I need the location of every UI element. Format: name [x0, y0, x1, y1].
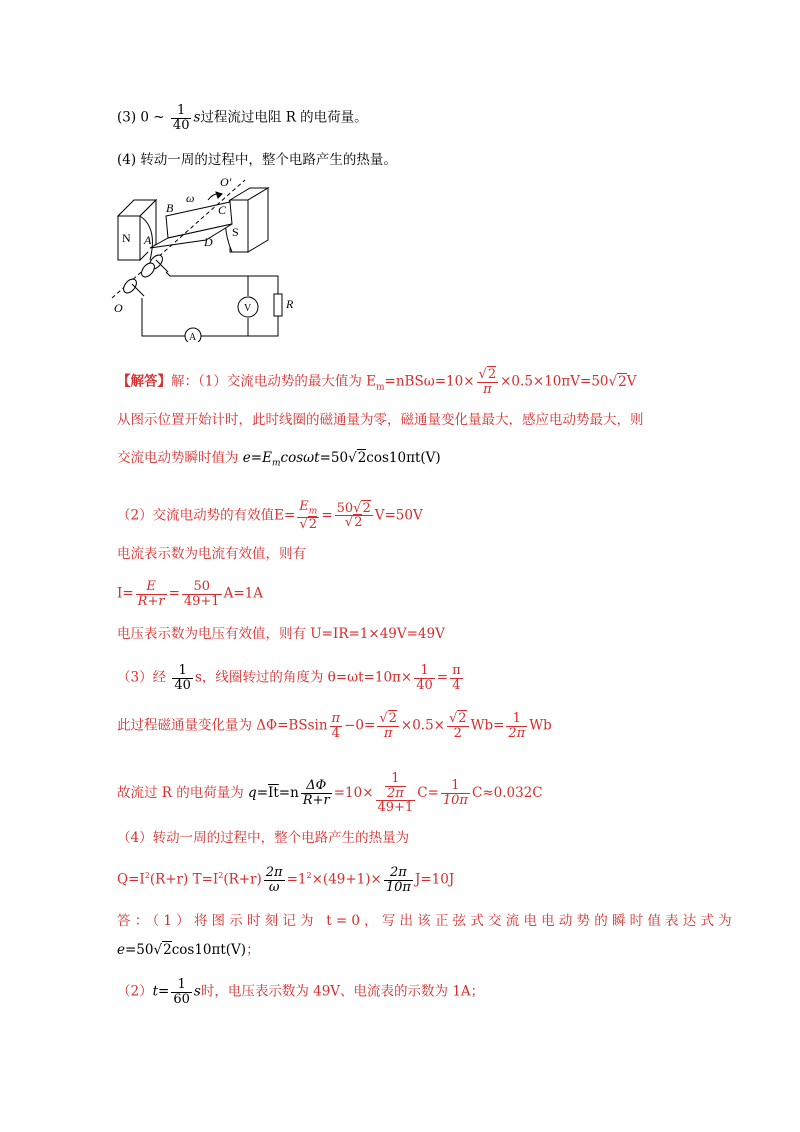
- label-d: D: [204, 235, 213, 249]
- question-3: [117, 104, 368, 132]
- q3-unit: s: [193, 109, 201, 126]
- answer-line-1: 【解答】解：（1）交流电动势的最大值为 $E_m=nBS\omega=10\times$ $\frac{√2}{\pi}$ ×0.5×10πV=50√2V: [117, 367, 637, 397]
- answer-part-4: （4）转动一周的过程中，整个电路产生的热量为: [117, 830, 410, 846]
- answer-part-2-voltage: 电压表示数为电压有效值，则有 U=IR=1×49V=49V: [117, 626, 445, 642]
- label-a: A: [144, 233, 152, 247]
- q3-range: 0 ~: [140, 109, 165, 126]
- label-o-prime: O′: [220, 175, 232, 189]
- label-o: O: [114, 301, 123, 315]
- final-answer-line-2: e=50√2cos10πt(V)；: [117, 942, 260, 958]
- voltmeter-label: V: [244, 303, 252, 314]
- label-n: N: [122, 231, 131, 245]
- answer-part-2: （2）交流电动势的有效值E= $\frac{E_m}{√2}$ = $\frac{50√2}{√2}$ V=50V: [117, 499, 423, 533]
- label-c: C: [218, 203, 227, 217]
- answer-part-3-flux: 此过程磁通量变化量为 ΔΦ=BSsin $\frac{\pi}{4}$ −0= $\frac{√2}{\pi}$ ×0.5× $\frac{√2}{2}$ Wb= $\frac{1}{2\pi}$ Wb: [117, 711, 552, 741]
- answer-part-2-line-2: 电流表示数为电流有效值，则有: [117, 546, 306, 562]
- label-omega: ω: [186, 191, 195, 205]
- q4-number: (4): [117, 152, 137, 168]
- answer-part-3-charge: 故流过 R 的电荷量为 $q=\overline{It}=n$ $\frac{\Delta\Phi}{R+r}$ =10× $\frac{\frac{1}{2\pi}}{49+1}$ C= $\frac{1}{10\pi}$ C≈0.032C: [117, 771, 543, 816]
- generator-diagram: [110, 172, 310, 342]
- answer-part-2-current: I= $\frac{E}{R+r}$ = $\frac{50}{49+1}$ A=1A: [117, 579, 263, 609]
- q4-text: 转动一周的过程中，整个电路产生的热量。: [140, 152, 397, 168]
- ammeter-label: A: [189, 332, 197, 342]
- answer-tag: 【解答】: [117, 373, 171, 390]
- answer-part-4-heat: $Q=I^2(R+r)$ $T=I^2(R+r)$ $\frac{2\pi}{\omega}$ $=1^2\times(49+1)\times$ $\frac{2\pi}{10\pi}$ J=10J: [117, 865, 455, 895]
- label-b: B: [166, 201, 174, 215]
- answer-line-2: 从图示位置开始计时，此时线圈的磁通量为零，磁通量变化量最大，感应电动势最大，则: [117, 412, 644, 428]
- answer-line-3: 交流电动势瞬时值为 $e=E_m\cos\omega t=50√2\cos 10\pi t(V)$: [117, 450, 441, 469]
- label-s: S: [232, 225, 239, 239]
- resistor-label: R: [286, 297, 294, 311]
- final-answer-line-1: 答：（1）将图示时刻记为 t=0，写出该正弦式交流电电动势的瞬时值表达式为: [117, 913, 736, 929]
- q3-text: 过程流过电阻 R 的电荷量。: [200, 109, 368, 126]
- q3-number: (3): [117, 109, 137, 126]
- answer-part-3: （3）经 $\frac{1}{40}$ s，线圈转过的角度为 θ=ωt=10π× $\frac{1}{40}$ = $\frac{\pi}{4}$: [117, 663, 461, 693]
- q3-fraction: $\frac{1}{40}$: [172, 103, 190, 133]
- final-answer-line-3: （2）t= $\frac{1}{60}$ s时，电压表示数为 49V、电流表的示数为 1A；: [117, 977, 485, 1007]
- question-4: [117, 150, 397, 170]
